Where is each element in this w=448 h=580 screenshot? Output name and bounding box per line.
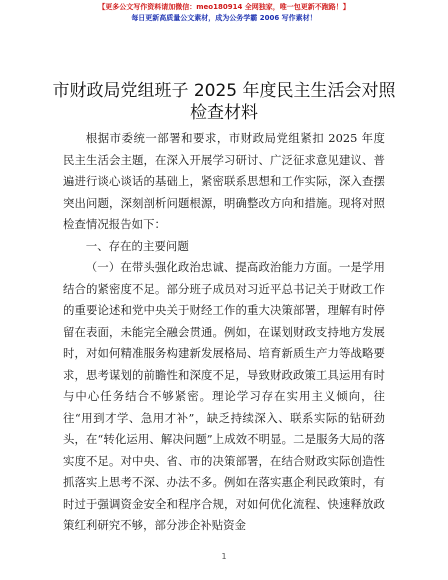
promo-banner-line-2: 每日更新高质量公文素材，成为公务学霸 2006 写作素材！ [131,14,317,22]
document-title: 市财政局党组班子 2025 年度民主生活会对照检查材料 [52,81,396,123]
document-body [63,128,385,537]
page-number: 1 [221,552,227,561]
promo-banner [0,2,448,24]
section-heading: 一、存在的主要问题 [85,238,189,253]
promo-banner-line-1: 【更多公文写作资料请加微信：meo180914 全网独家，唯一包更新不跑路！】 [98,3,350,11]
item-paragraph: （一）在带头强化政治忠诚、提高政治能力方面。一是学用结合的紧密度不足。部分班子成员对习近平总书记关于财政工作的重要论述和党中央关于财经工作的重大决策部署，理解有时停留在表面，未能完全融会贯通。例如，在谋划财政支持地方发展时，对如何精准服务构建新发展格局、培育新质生产力等战略要求，思考谋划的前瞻性和深度不足，导致财政政策工具运用有时与中心任务结合不够紧密。理论学习存在实用主义倾向，往往“用到才学、急用才补”，缺乏持续深入、联系实际的钻研劲头，在“转化运用、解决问题”上成效不明显。二是服务大局的落实度不足。对中央、省、市的决策部署，在结合财政实际创造性抓落实上思考不深、办法不多。例如在落实惠企利民政策时，有时过于强调资金安全和程序合规，对如何优化流程、快速释放政策红利研究不够，部分涉企补贴资金 [63,260,385,532]
intro-paragraph: 根据市委统一部署和要求，市财政局党组紧扣 2025 年度民主生活会主题，在深入开展学习研讨、广泛征求意见建议、普遍进行谈心谈话的基础上，紧密联系思想和工作实际，深入查摆突出问题，深刻剖析问题根源，明确整改方向和措施。现将对照检查情况报告如下： [63,131,385,231]
